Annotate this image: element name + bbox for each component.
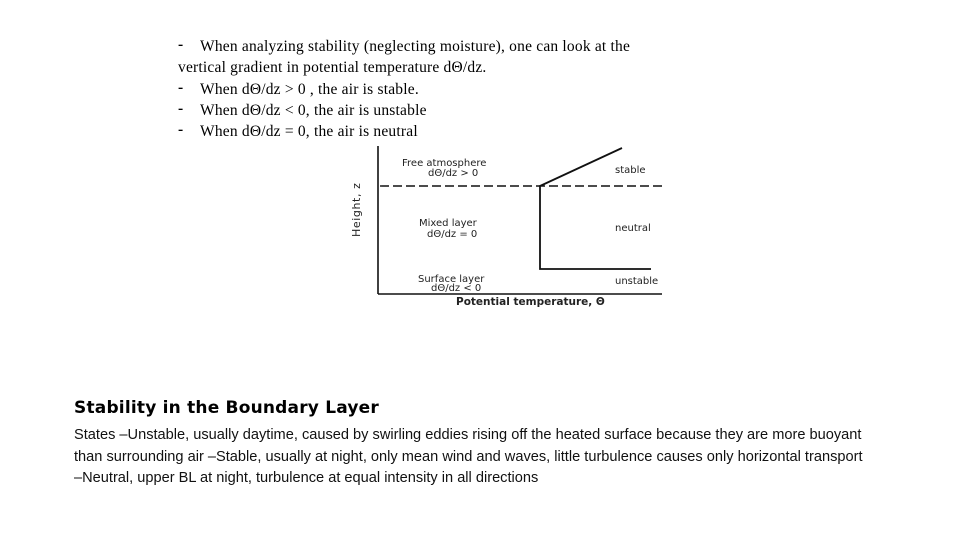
bullet-text: When analyzing stability (neglecting moisture), one can look at the [200, 38, 631, 55]
section-title: Stability in the Boundary Layer [74, 398, 379, 418]
bullet-dash: - [178, 36, 184, 53]
layer-condition-surface: dΘ/dz < 0 [431, 283, 482, 294]
layer-condition-mixed: dΘ/dz = 0 [427, 229, 478, 240]
state-label-stable: stable [615, 165, 646, 176]
layer-name-surface: Surface layer [418, 274, 485, 285]
bullet-dash: - [178, 121, 184, 138]
y-axis-label: Height, z [350, 182, 363, 237]
bullet-dash: - [178, 100, 184, 117]
layer-condition-free-atmosphere: dΘ/dz > 0 [428, 168, 479, 179]
x-axis-label: Potential temperature, Θ [456, 296, 605, 308]
layer-name-mixed: Mixed layer [419, 218, 477, 229]
bullet-text: When dΘ/dz = 0, the air is neutral [200, 123, 418, 140]
body-paragraph: States –Unstable, usually daytime, caused by swirling eddies rising off the heated surface because they are more buoyant than surrounding air –Stable, usually at night, only mean wind and waves, little turbulence causes only horizontal transport –Neutral, upper BL at night, turbulence at equal intensity in all directions [74, 427, 863, 486]
state-label-neutral: neutral [615, 223, 651, 234]
bullet-dash: - [178, 79, 184, 96]
layer-name-free-atmosphere: Free atmosphere [402, 158, 487, 169]
bullet-text: When dΘ/dz > 0 , the air is stable. [200, 81, 419, 98]
state-label-unstable: unstable [615, 276, 659, 287]
bullet-text: vertical gradient in potential temperature dΘ/dz. [178, 59, 487, 76]
bullet-text: When dΘ/dz < 0, the air is unstable [200, 102, 427, 119]
